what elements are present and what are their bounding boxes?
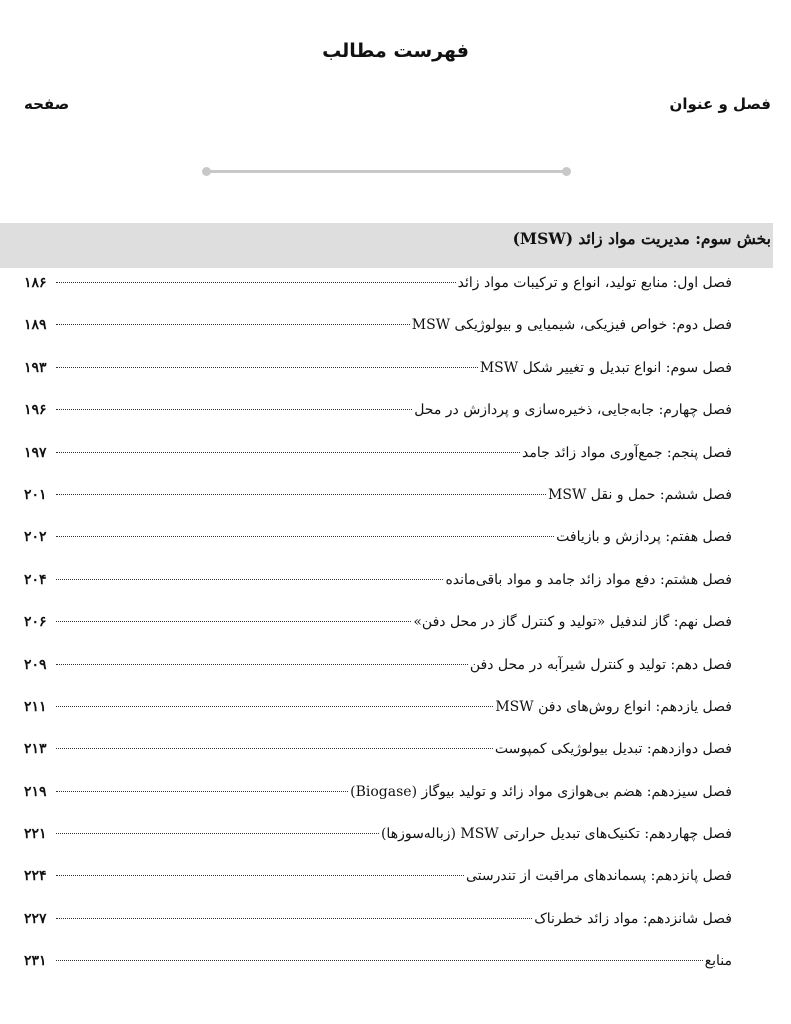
toc-entry-title: فصل چهاردهم: تکنیک‌های تبدیل حرارتی MSW (زباله‌سوزها) bbox=[380, 826, 732, 843]
toc-entry[interactable] bbox=[24, 734, 732, 776]
divider-dot-left bbox=[202, 167, 211, 176]
dot-leader bbox=[56, 366, 478, 368]
toc-entry-title: فصل چهارم: جابه‌جایی، ذخیره‌سازی و پردازش در محل bbox=[414, 402, 732, 419]
toc-entry[interactable] bbox=[24, 692, 732, 734]
toc-entry-page: ۲۱۹ bbox=[24, 783, 47, 800]
divider-dot-right bbox=[562, 167, 571, 176]
toc-entry-page: ۱۹۳ bbox=[24, 359, 47, 376]
toc-entry[interactable] bbox=[24, 353, 732, 395]
toc-entry-page: ۲۰۱ bbox=[24, 486, 47, 503]
toc-entry[interactable] bbox=[24, 777, 732, 819]
decorative-divider bbox=[206, 170, 567, 173]
toc-entry-title: فصل نهم: گاز لندفیل «تولید و کنترل گاز در محل دفن» bbox=[413, 614, 732, 631]
dot-leader bbox=[56, 705, 493, 707]
dot-leader bbox=[56, 281, 456, 283]
dot-leader bbox=[56, 620, 411, 622]
column-header-page: صفحه bbox=[24, 95, 70, 113]
toc-entry-title: منابع bbox=[704, 953, 732, 970]
toc-entry-page: ۲۱۳ bbox=[24, 741, 47, 758]
toc-entry-page: ۲۲۷ bbox=[24, 910, 47, 927]
toc-entry-title: فصل دهم: تولید و کنترل شیرآبه در محل دفن bbox=[469, 656, 732, 673]
dot-leader bbox=[56, 493, 546, 495]
dot-leader bbox=[56, 959, 703, 961]
toc-entry-page: ۱۹۶ bbox=[24, 402, 47, 419]
toc-entry-page: ۱۹۷ bbox=[24, 444, 47, 461]
toc-entry-title: فصل یازدهم: انواع روش‌های دفن MSW bbox=[495, 698, 732, 715]
toc-entry[interactable] bbox=[24, 565, 732, 607]
column-header-title: فصل و عنوان bbox=[669, 95, 771, 113]
toc-entry-page: ۲۰۶ bbox=[24, 614, 47, 631]
dot-leader bbox=[56, 408, 412, 410]
toc-entry[interactable] bbox=[24, 861, 732, 903]
toc-entry[interactable] bbox=[24, 268, 732, 310]
toc-entry[interactable] bbox=[24, 819, 732, 861]
toc-entry-page: ۲۳۱ bbox=[24, 953, 47, 970]
dot-leader bbox=[56, 451, 520, 453]
toc-entry[interactable] bbox=[24, 522, 732, 564]
toc-entry[interactable] bbox=[24, 438, 732, 480]
toc-entry-title: فصل هشتم: دفع مواد زائد جامد و مواد باقی‌مانده bbox=[445, 571, 732, 588]
dot-leader bbox=[56, 874, 464, 876]
toc-entry[interactable] bbox=[24, 946, 732, 988]
toc-entry-title: فصل سوم: انواع تبدیل و تغییر شکل MSW bbox=[479, 359, 732, 376]
toc-entry-title: فصل شانزدهم: مواد زائد خطرناک bbox=[534, 910, 732, 927]
toc-entry[interactable] bbox=[24, 904, 732, 946]
dot-leader bbox=[56, 578, 443, 580]
toc-entry-page: ۲۱۱ bbox=[24, 698, 47, 715]
dot-leader bbox=[56, 323, 410, 325]
page-title: فهرست مطالب bbox=[322, 40, 469, 62]
toc-entry[interactable] bbox=[24, 480, 732, 522]
toc-entry[interactable] bbox=[24, 607, 732, 649]
section-heading: بخش سوم: مدیریت مواد زائد (MSW) bbox=[0, 223, 773, 268]
toc-entry[interactable] bbox=[24, 395, 732, 437]
toc-list bbox=[24, 268, 732, 989]
toc-entry-page: ۲۰۹ bbox=[24, 656, 47, 673]
toc-entry-title: فصل هفتم: پردازش و بازیافت bbox=[556, 529, 732, 546]
dot-leader bbox=[56, 790, 348, 792]
toc-entry-title: فصل سیزدهم: هضم بی‌هوازی مواد زائد و تولید بیوگاز (Biogase) bbox=[350, 783, 732, 800]
toc-entry-title: فصل دوازدهم: تبدیل بیولوژیکی کمپوست bbox=[494, 741, 732, 758]
toc-entry-page: ۲۰۴ bbox=[24, 571, 47, 588]
toc-entry-page: ۲۲۴ bbox=[24, 868, 47, 885]
toc-entry-page: ۱۸۶ bbox=[24, 275, 47, 291]
toc-entry-page: ۱۸۹ bbox=[24, 317, 47, 334]
dot-leader bbox=[56, 663, 468, 665]
toc-entry-page: ۲۲۱ bbox=[24, 826, 47, 843]
toc-entry-title: فصل دوم: خواص فیزیکی، شیمیایی و بیولوژیکی MSW bbox=[411, 317, 732, 334]
toc-entry[interactable] bbox=[24, 310, 732, 352]
dot-leader bbox=[56, 535, 554, 537]
dot-leader bbox=[56, 917, 532, 919]
dot-leader bbox=[56, 832, 379, 834]
toc-entry-title: فصل ششم: حمل و نقل MSW bbox=[548, 486, 732, 503]
dot-leader bbox=[56, 747, 493, 749]
toc-entry-title: فصل پانزدهم: پسماندهای مراقبت از تندرستی bbox=[466, 868, 732, 885]
toc-entry[interactable] bbox=[24, 650, 732, 692]
toc-entry-title: فصل اول: منابع تولید، انواع و ترکیبات مواد زائد bbox=[457, 275, 732, 291]
toc-entry-page: ۲۰۲ bbox=[24, 529, 47, 546]
toc-entry-title: فصل پنجم: جمع‌آوری مواد زائد جامد bbox=[522, 444, 732, 461]
